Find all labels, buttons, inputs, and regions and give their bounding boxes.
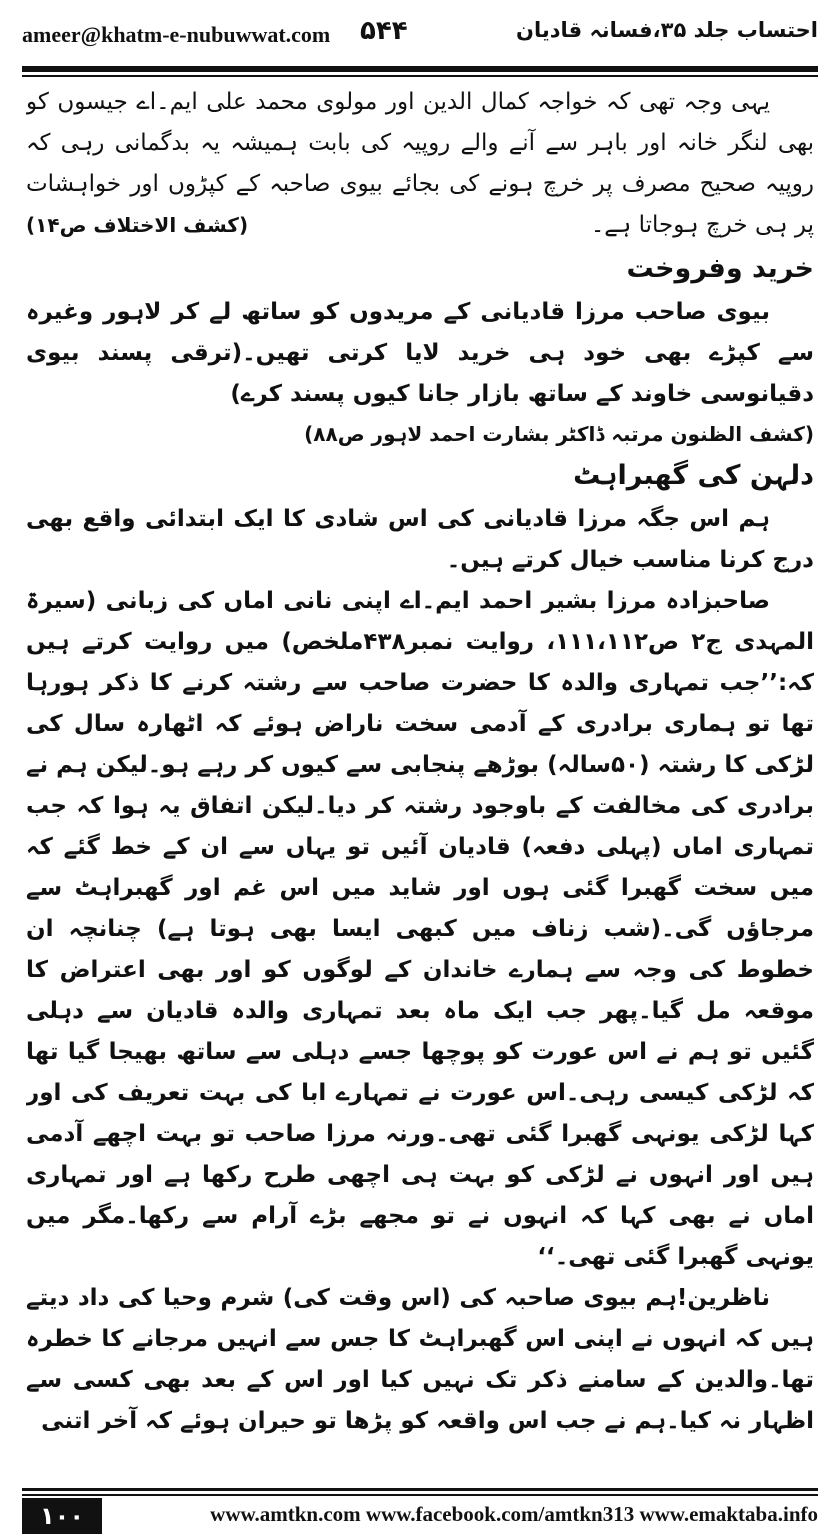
- page-footer: [22, 1488, 818, 1534]
- header-email: ameer@khatm-e-nubuwwat.com: [22, 22, 331, 47]
- page-header: [22, 12, 818, 62]
- page-body: [26, 82, 814, 1450]
- body-paragraph-4: صاحبزادہ مرزا بشیر احمد ایم۔اے اپنی نانی اماں کی زبانی (سیرۃ المہدی ج۲ ص۱۱۱،۱۱۲، روایت نمبر۴۳۸ملخص) میں روایت کرتے ہیں کہ:’’جب تمہاری والدہ کا حضرت صاحب سے رشتہ کرنے کا ذکر ہورہا تھا تو ہماری برادری کے آدمی سخت ناراض ہوئے کہ اٹھارہ سال کی لڑکی کا رشتہ (۵۰سالہ) بوڑھے پنجابی سے کیوں کر رہے ہو۔لیکن ہم نے برادری کی مخالفت کے باوجود رشتہ کر دیا۔لیکن اتفاق یہ ہوا کہ جب تمہاری اماں (پہلی دفعہ) قادیان آئیں تو یہاں سے ان کے خط گئے کہ میں سخت گھبرا گئی ہوں اور شاید میں اس غم اور گھبراہٹ سے مرجاؤں گی۔(شب زناف میں کبھی ایسا بھی ہوتا ہے) چنانچہ ان خطوط کی وجہ سے ہمارے خاندان کے لوگوں کو اور بھی اعتراض کا موقعہ مل گیا۔پھر جب ایک ماہ بعد تمہاری والدہ قادیان سے دہلی گئیں تو ہم نے اس عورت کو پوچھا جسے دہلی سے ساتھ بھیجا گیا تھا کہ لڑکی کیسی رہی۔اس عورت نے تمہارے ابا کی بہت تعریف کی اور کہا لڑکی یونہی گھبرا گئی تھی۔ورنہ مرزا صاحب تو بہت اچھے آدمی ہیں اور انہوں نے لڑکی کو بہت ہی اچھی طرح رکھا ہے اور تمہاری اماں نے بھی کہا کہ انہوں نے تو مجھے بڑے آرام سے رکھا۔مگر میں یونہی گھبرا گئی تھی۔‘‘: [26, 588, 814, 1270]
- footer-page-number: ۱۰۰: [22, 1498, 102, 1534]
- paragraph-1-text: یہی وجہ تھی کہ خواجہ کمال الدین اور مولوی محمد علی ایم۔اے جیسوں کو بھی لنگر خانہ اور باہر سے آنے والے روپیہ کی بابت ہمیشہ یہ بدگمانی رہی کہ روپیہ صحیح مصرف پر خرچ ہونے کی بجائے بیوی صاحبہ کے کپڑوں اور خواہشات پر ہی خرچ ہوجاتا ہے۔: [26, 89, 814, 238]
- body-paragraph-5: ناظرین!ہم بیوی صاحبہ کی (اس وقت کی) شرم وحیا کی داد دیتے ہیں کہ انہوں نے اپنی اس گھبراہٹ کا جس سے انہیں مرجانے کا خطرہ تھا۔والدین کے سامنے ذکر تک نہیں کیا اور اس کے بعد بھی کسی سے اظہار نہ کیا۔ہم نے جب اس واقعہ کو پڑھا تو حیران ہوئے کہ آخر اتنی: [26, 1285, 814, 1434]
- body-paragraph-3: ہم اس جگہ مرزا قادیانی کی اس شادی کا ایک ابتدائی واقع بھی درج کرنا مناسب خیال کرتے ہیں۔: [26, 506, 814, 573]
- footer-websites: www.amtkn.com www.facebook.com/amtkn313 www.emaktaba.info: [210, 1502, 818, 1526]
- section-heading-buying-selling: خرید وفروخت: [626, 253, 814, 284]
- footer-rule-thick: [22, 1488, 818, 1491]
- header-page-number: ۵۴۴: [360, 16, 408, 46]
- header-book-title: احتساب جلد ۳۵،فسانہ قادیان: [516, 18, 818, 42]
- section-heading-bride-anxiety: دلہن کی گھبراہٹ: [573, 460, 814, 491]
- body-paragraph-1: [26, 82, 814, 246]
- header-rule-thick: [22, 66, 818, 72]
- paragraph-1-reference: (کشف الاختلاف ص۱۴): [26, 213, 249, 237]
- footer-rule-thin: [22, 1494, 818, 1496]
- paragraph-2-reference: (کشف الظنون مرتبہ ڈاکٹر بشارت احمد لاہور ص۸۸): [304, 422, 814, 446]
- body-paragraph-2: بیوی صاحب مرزا قادیانی کے مریدوں کو ساتھ لے کر لاہور وغیرہ سے کپڑے بھی خود ہی خرید لایا کرتی تھیں۔(ترقی پسند بیوی دقیانوسی خاوند کے ساتھ بازار جانا کیوں پسند کرے): [26, 299, 814, 407]
- header-rule-thin: [22, 75, 818, 77]
